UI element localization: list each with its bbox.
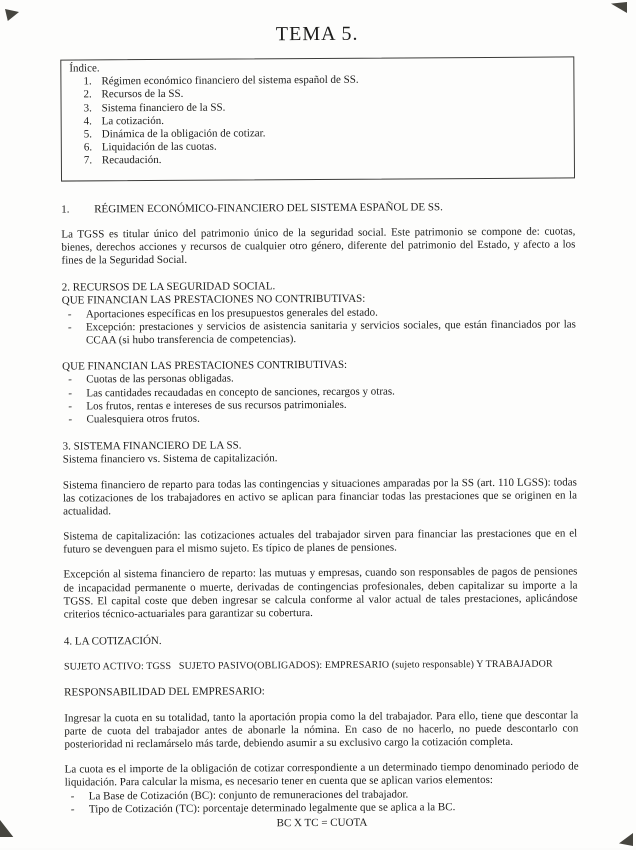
index-list — [69, 73, 566, 168]
bullet-item: - Cualesquiera otros frutos. — [62, 410, 576, 426]
section-4-subheading-responsabilidad: RESPONSABILIDAD DEL EMPRESARIO: — [64, 685, 265, 699]
formula-line: BC X TC = CUOTA — [276, 816, 368, 830]
bullet-item: - Aportaciones específicas en los presupuestos generales del estado. — [62, 305, 576, 321]
index-item: 5. Dinámica de la obligación de cotizar. — [95, 125, 566, 141]
bullet-item: - Tipo de Cotización (TC): porcentaje determinado legalmente que se aplica a la BC. — [65, 800, 579, 816]
section-4-subjects-line: SUJETO ACTIVO: TGSS SUJETO PASIVO(OBLIGADOS): EMPRESARIO (sujeto responsable) Y TRABAJADOR — [63, 658, 553, 673]
section-3-heading: 3. SISTEMA FINANCIERO DE LA SS. — [62, 439, 242, 453]
index-item: 2. Recursos de la SS. — [94, 86, 565, 102]
section-1-heading — [61, 200, 575, 216]
bullet-item: - La Base de Cotización (BC): conjunto de remuneraciones del trabajador. — [65, 787, 579, 803]
index-item: 4. La cotización. — [95, 112, 566, 128]
bullet-item: - Las cantidades recaudadas en concepto de sanciones, recargos y otras. — [62, 384, 576, 400]
bullet-item: - Excepción: prestaciones y servicios de asistencia sanitaria y servicios sociales, que están financiados por las CCAA (si hubo transferencia de competencias). — [62, 318, 576, 348]
bullet-item: - Los frutos, rentas e intereses de sus recursos patrimoniales. — [62, 397, 576, 413]
section-3-subtitle: Sistema financiero vs. Sistema de capitalización. — [62, 452, 278, 466]
page-title: TEMA 5. — [275, 22, 359, 46]
section-1-title: RÉGIMEN ECONÓMICO-FINANCIERO DEL SISTEMA ESPAÑOL DE SS. — [94, 200, 443, 215]
section-2-subheading-contributivas: QUE FINANCIAN LAS PRESTACIONES CONTRIBUTIVAS: — [62, 359, 348, 373]
bullet-item: - Cuotas de las personas obligadas. — [62, 371, 576, 387]
section-3-paragraph-reparto: Sistema financiero de reparto para todas las contingencias y situaciones amparadas por la SS (art. 110 LGSS): todas las cotizaciones de los trabajadores en activo se aplican para financiar todas las prestaciones que se originen en la actualidad. — [62, 475, 577, 518]
index-heading: Índice. — [69, 62, 100, 75]
section-4-paragraph-ingresar: Ingresar la cuota en su totalidad, tanto la aportación propia como la del trabajador. Para ello, tiene que descontar la parte de cuota del trabajador antes de abonarle la nómina. En caso de no hacerlo, no puede descontarlo con posterioridad ni reclamárselo más tarde, debiendo asumir a su exclusivo cargo la cotización completa. — [64, 708, 579, 751]
section-2-subheading-non-contributivas: QUE FINANCIAN LAS PRESTACIONES NO CONTRIBUTIVAS: — [61, 293, 366, 308]
section-4-paragraph-cuota: La cuota es el importe de la obligación de cotizar correspondiente a un determinado tiempo denominado periodo de liquidación. Para calcular la misma, es necesario tener en cuenta que se aplican varios elementos: — [64, 760, 579, 789]
index-item: 1. Régimen económico financiero del sistema español de SS. — [94, 73, 565, 89]
index-item: 3. Sistema financiero de la SS. — [95, 99, 566, 115]
index-item: 7. Recaudación. — [95, 152, 566, 168]
section-1-paragraph: La TGSS es titular único del patrimonio único de la seguridad social. Este patrimonio se compone de: cuotas, bienes, derechos acciones y recursos de cualquier otro género, diferente del patrimonio del Estado, y afecto a los fines de la Seguridad Social. — [61, 225, 576, 267]
section-4-heading: 4. LA COTIZACIÓN. — [63, 635, 162, 648]
section-3-paragraph-excepcion: Excepción al sistema financiero de reparto: las mutuas y empresas, cuando son responsables de pagos de pensiones de incapacidad permanente o muerte, derivadas de contingencias profesionales, deben capitalizar su importe a la TGSS. El capital coste que deben ingresar se calcula conforme al valor actual de tales prestaciones, aplicándose criterios técnico-actuariales para garantizar su cobertura. — [63, 565, 578, 621]
index-box — [60, 56, 575, 181]
section-1-number: 1. — [61, 203, 70, 216]
section-2-heading: 2. RECURSOS DE LA SEGURIDAD SOCIAL. — [61, 280, 276, 294]
index-item: 6. Liquidación de las cuotas. — [95, 139, 566, 155]
section-3-paragraph-capitalizacion: Sistema de capitalización: las cotizaciones actuales del trabajador sirven para financiar las prestaciones que en el futuro se devenguen para el mismo sujeto. Es típico de planes de pensiones. — [63, 527, 578, 556]
